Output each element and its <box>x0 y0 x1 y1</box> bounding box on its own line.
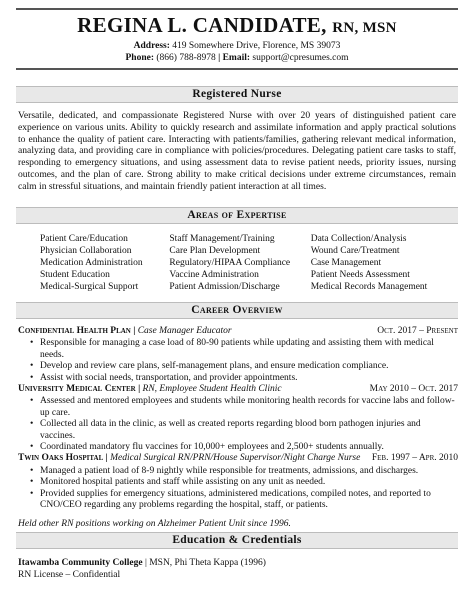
address-label: Address: <box>133 41 170 51</box>
job-separator: | <box>105 453 108 464</box>
education-degree: | MSN, Phi Theta Kappa (1996) <box>142 558 266 568</box>
phone-label: Phone: <box>125 53 154 63</box>
job-title: Medical Surgical RN/PRN/House Supervisor/Night Charge Nurse <box>110 453 361 464</box>
expertise-item: Patient Needs Assessment <box>310 270 410 280</box>
career-title-text: Career Overview <box>191 304 283 316</box>
job-header <box>18 453 458 464</box>
expertise-item: Regulatory/HIPAA Compliance <box>169 258 291 268</box>
phone-value: (866) 788-8978 <box>156 53 216 63</box>
expertise-item: Data Collection/Analysis <box>310 234 407 244</box>
job-title: RN, Employee Student Health Clinic <box>142 384 282 395</box>
job-bullets <box>30 338 458 384</box>
education-school: Itawamba Community College <box>18 558 143 568</box>
expertise-item: Staff Management/Training <box>169 234 275 244</box>
contact-divider: | <box>218 53 221 63</box>
expertise-grid <box>40 233 460 293</box>
expertise-item: Patient Admission/Discharge <box>169 282 280 292</box>
job-bullet: • Monitored hospital patients and staff while assisting on any unit as needed. <box>30 477 458 488</box>
job-header <box>18 384 458 395</box>
job-bullets <box>30 396 458 453</box>
email-label: Email: <box>222 53 251 63</box>
candidate-name <box>16 13 458 40</box>
expertise-item: Case Management <box>310 258 382 268</box>
job-title: Case Manager Educator <box>137 326 232 336</box>
job-bullet: • Collected all data in the clinic, as well as created reports regarding blood born pathogen injuries and vaccines. <box>30 419 458 442</box>
job-employer: Confidential Health Plan <box>18 326 131 336</box>
name-text: REGINA L. CANDIDATE, <box>77 13 327 37</box>
job-employer-line <box>18 326 232 337</box>
license-line: RN License – Confidential <box>18 569 121 580</box>
summary-title-text: Registered Nurse <box>192 88 282 100</box>
section-education-title <box>16 532 458 549</box>
expertise-column-3 <box>311 233 460 293</box>
expertise-item: Student Education <box>40 270 110 280</box>
job-bullet: • Develop and review care plans, self-management plans, and ensure medication compliance. <box>30 361 458 372</box>
job-bullet: • Coordinated mandatory flu vaccines for 10,000+ employees and 2,500+ students annually. <box>30 442 458 453</box>
credentials-text: RN, MSN <box>332 20 397 36</box>
job-employer: University Medical Center <box>18 384 136 395</box>
job-bullet: • Assessed and mentored employees and students while monitoring health records for vaccine labs and follow-up care. <box>30 396 458 419</box>
job-header <box>18 326 458 337</box>
job-dates: Oct. 2017 – Present <box>377 326 458 336</box>
job-bullet: • Responsible for managing a case load of 80-90 patients while updating and assisting them with medical needs. <box>30 338 458 361</box>
job-employer-line <box>18 384 282 395</box>
job-bullet: • Provided supplies for emergency situations, administered medications, compiled notes, and reported to CNO/CEO regarding any problems regarding the hospital, staff, or patients. <box>30 489 458 512</box>
section-summary-title <box>16 86 458 103</box>
education-block <box>18 558 458 581</box>
expertise-item: Vaccine Administration <box>169 270 259 280</box>
expertise-item: Care Plan Development <box>169 246 261 256</box>
resume-header <box>16 8 458 70</box>
job-dates: Feb. 1997 – Apr. 2010 <box>371 453 458 464</box>
address-line <box>16 40 458 52</box>
job-dates: May 2010 – Oct. 2017 <box>369 384 458 395</box>
expertise-item: Wound Care/Treatment <box>310 246 400 256</box>
job-separator: | <box>138 384 141 395</box>
job-entry <box>18 453 458 511</box>
summary-paragraph: Versatile, dedicated, and compassionate Registered Nurse with over 20 years of distinguished patient care experience on various units. Ability to quickly research and assimilate information and apply practical solutions to enhance the quality of patient care. Interacting with patients/families, gathering relevant medical information, analyzing data, and providing care in compliance with policies/procedures. Delegating patient care tasks to staff, responding to emergency situations, and using assessment data to revise patient needs, priority issues, nursing outcomes, and the plan of care. Strong ability to make critical decisions under extreme circumstances, remain calm in stressful situations, and maintain friendly patient interaction at all times. <box>18 110 456 192</box>
expertise-column-1 <box>40 233 169 293</box>
held-positions-note: Held other RN positions working on Alzheimer Patient Unit since 1996. <box>18 518 291 529</box>
expertise-item: Medical-Surgical Support <box>40 282 139 292</box>
section-career-title <box>16 302 458 319</box>
career-overview <box>18 326 458 530</box>
expertise-item: Physician Collaboration <box>40 246 132 256</box>
job-employer-line <box>18 453 360 464</box>
education-line <box>18 558 458 570</box>
job-entry <box>18 384 458 453</box>
expertise-item: Medication Administration <box>40 258 143 268</box>
expertise-title-text: Areas of Expertise <box>187 209 287 221</box>
expertise-item: Patient Care/Education <box>40 234 128 244</box>
job-bullet: • Assist with social needs, transportation, and provider appointments. <box>30 373 458 384</box>
expertise-column-2 <box>169 233 310 293</box>
job-entry <box>18 326 458 384</box>
job-separator: | <box>133 326 136 336</box>
job-bullets <box>30 466 458 512</box>
education-title-text: Education & Credentials <box>172 534 302 546</box>
expertise-item: Medical Records Management <box>310 282 428 292</box>
email-value: support@cpresumes.com <box>252 53 349 63</box>
address-value: 419 Somewhere Drive, Florence, MS 39073 <box>172 41 341 51</box>
job-bullet: • Managed a patient load of 8-9 nightly while responsible for treatments, admissions, and discharges. <box>30 466 458 477</box>
contact-line <box>16 52 458 64</box>
job-employer: Twin Oaks Hospital <box>18 453 104 464</box>
section-expertise-title <box>16 207 458 224</box>
